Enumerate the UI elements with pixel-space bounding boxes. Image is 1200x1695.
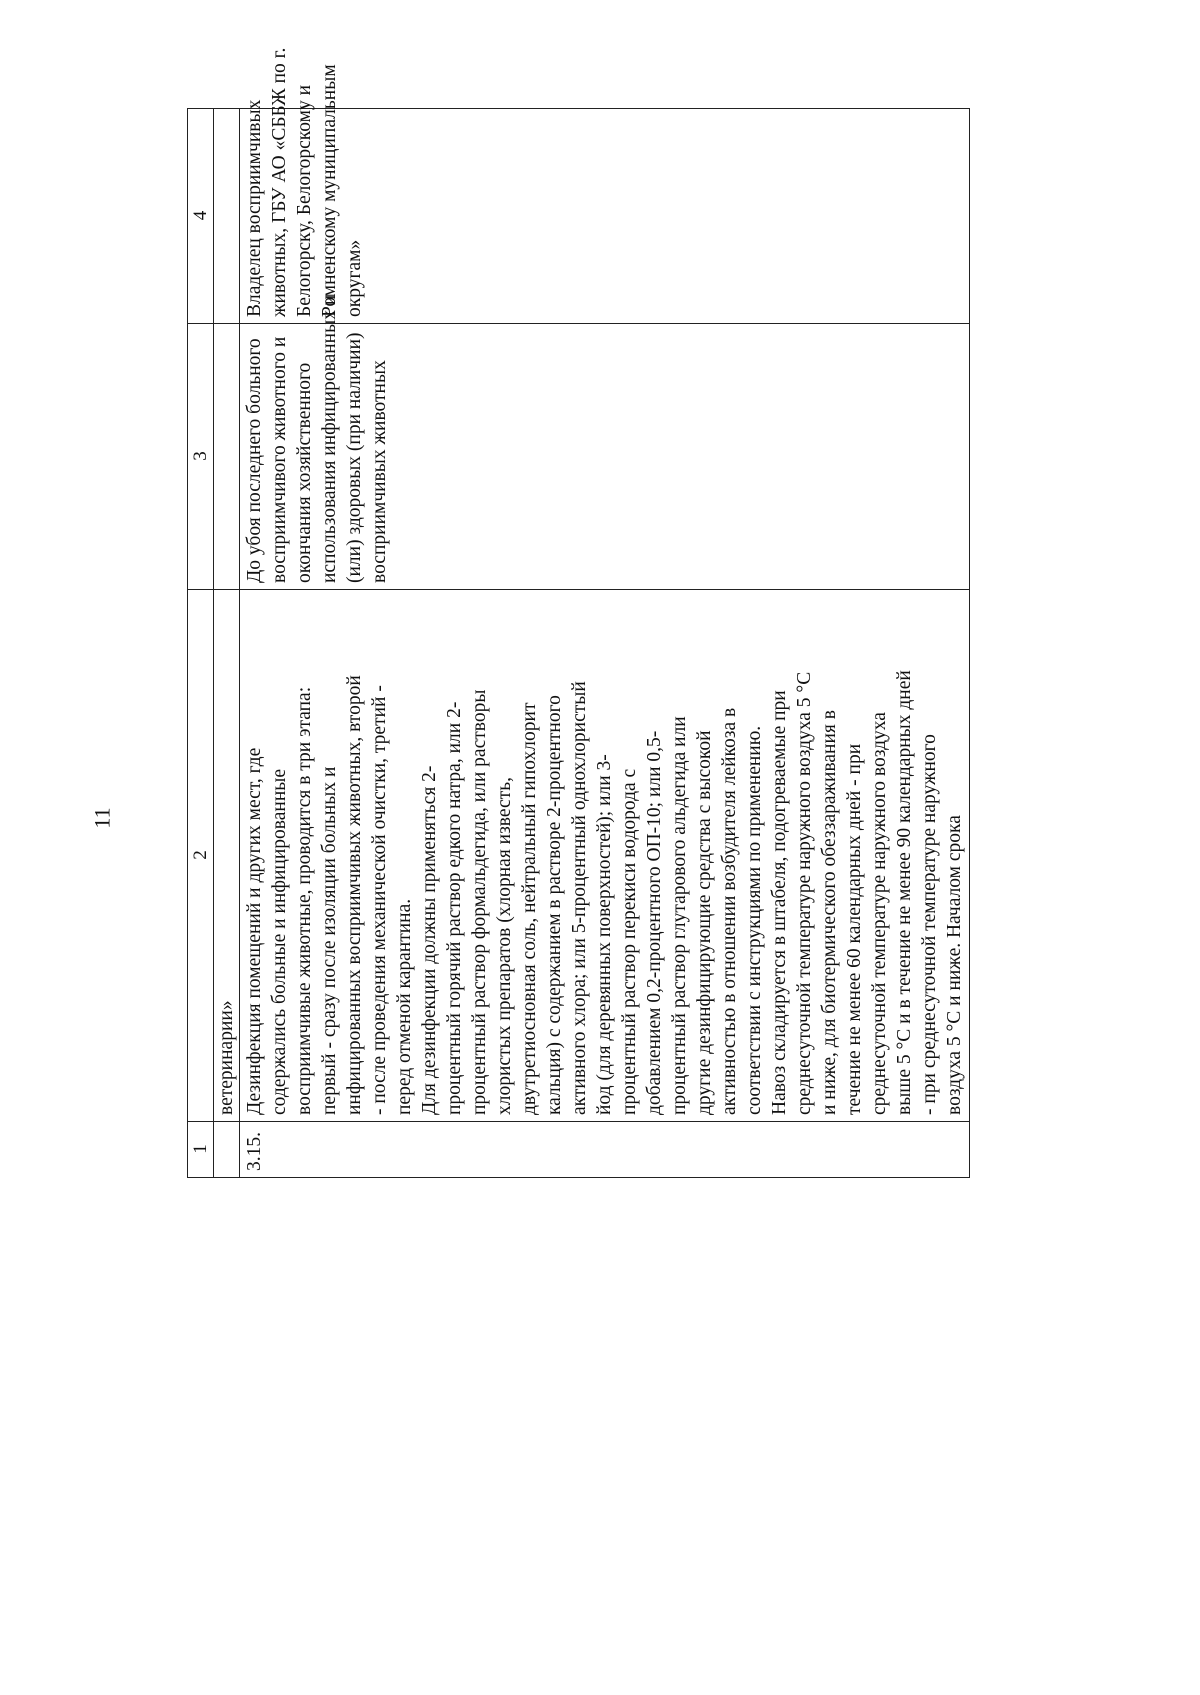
text-line: и ниже, для биотермического обеззараживания в: [819, 710, 840, 1115]
text-line: йод (для деревянных поверхностей); или 3-: [594, 754, 615, 1115]
continuation-row: [214, 109, 240, 1178]
text-line: течение не менее 60 календарных дней - при: [844, 743, 865, 1115]
text-line: среднесуточной температуре наружного воздуха: [869, 712, 890, 1115]
continuation-cell-4: [214, 109, 240, 324]
text-line: животных, ГБУ АО «СББЖ по г.: [269, 47, 290, 317]
measures-text: [242, 595, 967, 1115]
header-cell-4: 4: [188, 109, 214, 324]
text-line: Навоз складируется в штабеля, подогреваемые при: [769, 690, 790, 1115]
text-line: использования инфицированных и: [319, 294, 340, 583]
text-line: процентный раствор глутарового альдегида или: [669, 716, 690, 1115]
text-line: Дезинфекция помещений и других мест, где: [244, 747, 265, 1115]
text-line: Для дезинфекции должны применяться 2-: [419, 765, 440, 1115]
text-line: другие дезинфицирующие средства с высокой: [694, 730, 715, 1115]
text-line: Ромненскому муниципальным: [319, 64, 340, 317]
text-line: активного хлора; или 5-процентный однохлористый: [569, 681, 590, 1115]
continuation-cell-1: [214, 1122, 240, 1178]
row-number-cell: 3.15.: [240, 1122, 970, 1178]
header-cell-3: 3: [188, 324, 214, 590]
text-line: округам»: [344, 239, 365, 317]
text-line: - при среднесуточной температуре наружного: [919, 734, 940, 1115]
text-line: воздуха 5 °С и ниже. Началом срока: [944, 815, 965, 1115]
responsible-text: [242, 47, 367, 317]
text-line: окончания хозяйственного: [294, 362, 315, 583]
continuation-cell-2: ветеринарии»: [214, 590, 240, 1122]
text-line: первый - сразу после изоляции больных и: [319, 766, 340, 1115]
continuation-cell-3: [214, 324, 240, 590]
header-cell-2: 2: [188, 590, 214, 1122]
text-line: процентный горячий раствор едкого натра, или 2-: [444, 701, 465, 1115]
timing-text: [242, 294, 392, 583]
responsible-cell: [240, 47, 970, 324]
text-line: восприимчивые животные, проводится в три этапа:: [294, 686, 315, 1115]
text-line: добавлением 0,2-процентного ОП-10; или 0,5-: [644, 730, 665, 1115]
text-line: - после проведения механической очистки, третий -: [369, 685, 390, 1115]
document-table: [187, 47, 970, 1178]
header-cell-1: 1: [188, 1122, 214, 1178]
text-line: кальция) с содержанием в растворе 2-процентного: [544, 695, 565, 1115]
text-line: Владелец восприимчивых: [244, 99, 265, 317]
text-line: двутретиосновная соль, нейтральный гипохлорит: [519, 702, 540, 1115]
text-line: восприимчивого животного и: [269, 336, 290, 583]
text-line: процентный раствор формальдегида, или растворы: [469, 689, 490, 1115]
text-line: (или) здоровых (при наличии): [344, 332, 365, 583]
text-line: До убоя последнего больного: [244, 338, 265, 583]
text-line: соответствии с инструкциями по применению.: [744, 725, 765, 1115]
table-header-row: [188, 109, 214, 1178]
measures-cell: [240, 590, 970, 1122]
text-line: Белогорску, Белогорскому и: [294, 84, 315, 317]
text-line: процентный раствор перекиси водорода с: [619, 768, 640, 1115]
text-line: хлористых препаратов (хлорная известь,: [494, 777, 515, 1115]
table-row: [240, 109, 970, 1178]
text-line: среднесуточной температуре наружного воздуха 5 °С: [794, 671, 815, 1115]
text-line: инфицированных восприимчивых животных, второй: [344, 675, 365, 1115]
text-line: выше 5 °С и в течение не менее 90 календарных дней: [894, 670, 915, 1115]
text-line: содержались больные и инфицированные: [269, 768, 290, 1115]
text-line: активностью в отношении возбудителя лейкоза в: [719, 707, 740, 1115]
rotated-table-wrapper: [187, 47, 987, 1178]
page-number: 11: [89, 807, 115, 829]
text-line: перед отменой карантина.: [394, 898, 415, 1115]
text-line: восприимчивых животных: [369, 360, 390, 583]
timing-cell: [240, 294, 970, 590]
